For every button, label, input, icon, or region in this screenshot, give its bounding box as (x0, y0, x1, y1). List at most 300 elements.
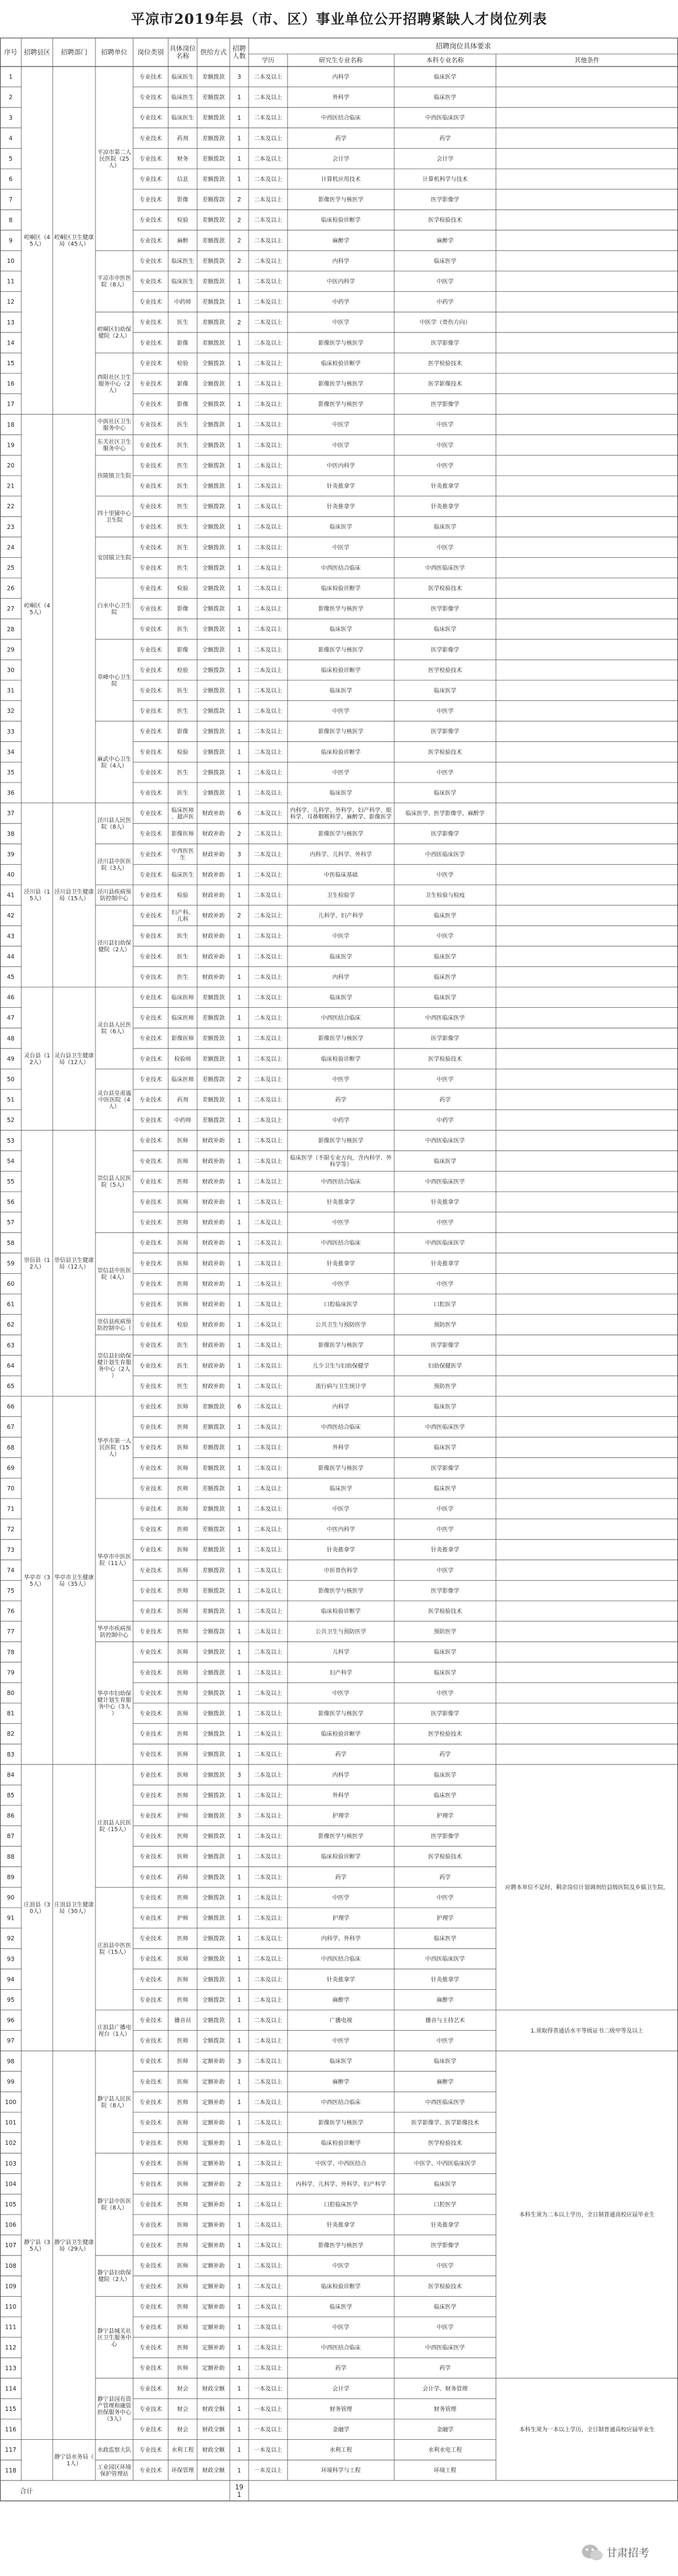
seq-cell: 6 (8, 176, 13, 183)
grad-major-cell: 妇产科学 (329, 1670, 353, 1677)
funding-cell: 差额拨款 (202, 1506, 225, 1513)
education-cell: 二本及以上 (254, 524, 282, 531)
ug-major-cell: 口腔医学 (433, 1301, 457, 1308)
post-cell: 医师 (176, 1854, 189, 1861)
count-cell: 1 (237, 2467, 242, 2474)
post-cell: 医生 (176, 462, 189, 469)
category-cell: 专业技术 (139, 381, 163, 388)
funding-cell: 定额补助 (202, 2140, 225, 2147)
post-cell: 药剂 (176, 1097, 189, 1104)
seq-cell: 54 (6, 1158, 15, 1165)
funding-cell: 定额补助 (202, 2304, 225, 2311)
education-cell: 二本及以上 (254, 1424, 282, 1431)
grad-major-cell: 中西医结合临床 (321, 115, 361, 122)
count-cell: 1 (237, 2140, 242, 2147)
seq-cell: 21 (6, 483, 15, 490)
ug-major-cell: 中医学 (436, 2263, 454, 2270)
post-cell: 医师 (176, 1977, 189, 1984)
seq-cell: 69 (6, 1465, 15, 1472)
post-cell: 检验 (176, 1322, 189, 1329)
ug-major-cell: 中医学 (436, 462, 454, 469)
count-cell: 1 (237, 687, 242, 695)
post-cell: 医师 (176, 2222, 189, 2229)
count-cell: 1 (237, 1874, 242, 1881)
seq-cell: 19 (6, 442, 15, 449)
post-cell: 检验 (176, 667, 189, 674)
ug-major-cell: 中医学 (436, 1076, 454, 1083)
count-cell: 1 (237, 503, 242, 511)
post-cell: 临床医师 (171, 1015, 195, 1022)
count-cell: 1 (237, 2426, 242, 2434)
category-cell: 专业技术 (139, 2467, 163, 2474)
category-cell: 专业技术 (139, 1568, 163, 1574)
funding-cell: 财政补助 (202, 892, 225, 899)
ug-major-cell: 临床医学 (433, 1772, 457, 1779)
post-cell: 医师 (176, 2263, 189, 2270)
education-cell: 二本及以上 (254, 1363, 282, 1370)
unit-cell: 草峰中心卫生院 (97, 674, 132, 688)
education-cell: 二本及以上 (254, 1445, 282, 1451)
funding-cell: 定额补助 (202, 2324, 225, 2331)
category-cell: 专业技术 (139, 2365, 163, 2372)
count-cell: 1 (237, 892, 242, 899)
ug-major-cell: 中西医临床医学 (425, 1138, 465, 1145)
category-cell: 专业技术 (139, 749, 163, 756)
count-cell: 1 (237, 2385, 242, 2393)
category-cell: 专业技术 (139, 1629, 163, 1636)
ug-major-cell: 临床医学 (433, 1649, 457, 1656)
funding-cell: 财政全额 (202, 2386, 225, 2393)
ug-major-cell: 中西医临床医学 (425, 2099, 465, 2106)
grad-major-cell: 中医学 (332, 422, 350, 429)
seq-cell: 80 (6, 1690, 15, 1697)
funding-cell: 全额拨款 (202, 1813, 225, 1820)
count-cell: 1 (237, 1649, 242, 1656)
ug-major-cell: 药学 (439, 136, 451, 142)
category-cell: 专业技术 (139, 1240, 163, 1247)
education-cell: 二本及以上 (254, 954, 282, 961)
funding-cell: 财政补助 (202, 1261, 225, 1268)
category-cell: 专业技术 (139, 831, 163, 838)
grad-major-cell: 中医内科学 (326, 1527, 355, 1534)
grad-major-cell: 中西医结合临床 (321, 1015, 361, 1022)
seq-cell: 113 (4, 2365, 17, 2372)
category-cell: 专业技术 (139, 2324, 163, 2331)
grad-major-cell: 临床检验诊断学 (321, 667, 361, 674)
education-cell: 二本及以上 (254, 2284, 282, 2290)
education-cell: 二本及以上 (254, 156, 282, 163)
count-cell: 3 (237, 2058, 242, 2065)
post-cell: 医师 (176, 1158, 189, 1165)
education-cell: 二本及以上 (254, 749, 282, 756)
education-cell: 一本及以上 (254, 2427, 282, 2434)
grad-major-cell: 儿少卫生与妇幼保健学 (312, 1363, 370, 1370)
unit-cell: 华亭市中医医院（11人） (97, 1554, 132, 1568)
total-count: 19 1 (235, 2483, 244, 2499)
category-cell: 专业技术 (139, 769, 163, 776)
education-cell: 二本及以上 (254, 422, 282, 429)
count-cell: 1 (237, 1444, 242, 1451)
grad-major-cell: 中医学 (332, 319, 350, 326)
education-cell: 二本及以上 (254, 2079, 282, 2086)
seq-cell: 64 (6, 1362, 15, 1370)
ug-major-cell: 预防医学 (433, 1322, 457, 1329)
ug-major-cell: 药学 (439, 2365, 451, 2372)
unit-cell: 白水中心卫生院 (97, 602, 132, 616)
seq-cell: 42 (6, 912, 15, 920)
ug-major-cell: 临床医学 (433, 2304, 457, 2311)
seq-cell: 39 (6, 851, 15, 858)
ug-major-cell: 临床医学 (433, 2058, 457, 2065)
education-cell: 二本及以上 (254, 402, 282, 409)
grad-major-cell: 中西医结合临床 (321, 1240, 361, 1247)
seq-cell: 35 (6, 769, 15, 777)
seq-cell: 26 (6, 585, 15, 592)
education-cell: 二本及以上 (254, 1076, 282, 1083)
funding-cell: 全额拨款 (202, 1629, 225, 1636)
watermark-label: 甘肃招考 (606, 2547, 649, 2560)
post-cell: 医师 (176, 1670, 189, 1677)
ug-major-cell: 麻醉学 (436, 2079, 454, 2086)
education-cell: 一本及以上 (254, 2386, 282, 2393)
count-cell: 1 (237, 1117, 242, 1125)
grad-major-cell: 中医学 (332, 933, 350, 940)
dept-cell: 崆峒区卫生健康局（45人） (54, 235, 94, 248)
recruitment-table (0, 38, 678, 2573)
region-cell: 静宁县（3 5人） (24, 2239, 50, 2253)
count-cell: 3 (237, 1772, 242, 1779)
seq-cell: 63 (6, 1342, 15, 1349)
post-cell: 医师 (176, 1629, 189, 1636)
education-cell: 二本及以上 (254, 892, 282, 899)
grad-major-cell: 水利工程 (329, 2447, 353, 2454)
funding-cell: 财政补助 (202, 1363, 225, 1370)
post-cell: 医生 (176, 319, 189, 326)
grad-major-cell: 药学 (335, 136, 347, 142)
grad-major-cell: 影像医学与核医学 (318, 606, 364, 613)
post-cell: 医师 (176, 2058, 189, 2065)
ug-major-cell: 口腔医学 (433, 2201, 457, 2208)
unit-cell: 灵台县皇甫谧中医医院（4 人） (97, 1090, 132, 1110)
seq-cell: 22 (6, 503, 15, 511)
education-cell: 二本及以上 (254, 1895, 282, 1901)
ug-major-cell: 医学影像学 (431, 606, 460, 613)
grad-major-cell: 临床医学 (329, 688, 353, 695)
seq-cell: 29 (6, 646, 15, 654)
post-cell: 护师 (176, 1915, 189, 1922)
post-cell: 检验 (176, 217, 189, 224)
post-cell: 医生 (176, 422, 189, 429)
education-cell: 二本及以上 (254, 1813, 282, 1820)
funding-cell: 差额拨款 (202, 74, 225, 81)
seq-cell: 118 (4, 2467, 17, 2474)
education-cell: 二本及以上 (254, 2201, 282, 2208)
ug-major-cell: 医学检验技术 (428, 1608, 463, 1615)
post-cell: 医师 (176, 1506, 189, 1513)
count-cell: 6 (237, 1403, 242, 1411)
ug-major-cell: 针灸推拿学 (431, 483, 460, 490)
post-cell: 医师 (176, 2201, 189, 2208)
grad-major-cell: 中医学 (332, 1506, 350, 1513)
ug-major-cell: 临床医学 (433, 1158, 457, 1165)
ug-major-cell: 医学影像学 (431, 1465, 460, 1472)
grad-major-cell: 计算机应用技术 (321, 176, 361, 183)
category-cell: 专业技术 (139, 1649, 163, 1656)
dept-cell: 静宁县水务局（ 1人） (54, 2454, 94, 2467)
funding-cell: 差额拨款 (202, 156, 225, 163)
unit-cell: 东关社区卫生服务中心 (97, 439, 132, 452)
funding-cell: 差额拨款 (202, 1097, 225, 1104)
category-cell: 专业技术 (139, 1936, 163, 1943)
grad-major-cell: 中西医结合临床 (321, 1424, 361, 1431)
count-cell: 1 (237, 2304, 242, 2311)
unit-cell: 庄浪县中医医院（15人） (97, 1943, 132, 1956)
category-cell: 专业技术 (139, 258, 163, 265)
ug-major-cell: 中医学 (436, 2038, 454, 2045)
unit-cell: 扶陵镇卫生院 (97, 473, 132, 480)
funding-cell: 全额拨款 (202, 647, 225, 654)
funding-cell: 全额拨款 (202, 1997, 225, 2004)
funding-cell: 差额拨款 (202, 197, 225, 204)
category-cell: 专业技术 (139, 1506, 163, 1513)
funding-cell: 全额拨款 (202, 402, 225, 409)
ug-major-cell: 会计学、财务管理 (422, 2386, 468, 2393)
unit-cell: 华亭市第一人民医院（15 人） (97, 1438, 132, 1458)
count-cell: 1 (237, 2119, 242, 2127)
seq-cell: 17 (6, 401, 15, 409)
seq-cell: 1 (8, 73, 13, 81)
seq-cell: 12 (6, 299, 15, 306)
post-cell: 环保管理 (171, 2467, 195, 2474)
funding-cell: 财政全额 (202, 2467, 225, 2474)
post-cell: 医师 (176, 2181, 189, 2188)
seq-cell: 16 (6, 380, 15, 388)
count-cell: 1 (237, 1690, 242, 1697)
ug-major-cell: 医学影像学 (431, 831, 460, 838)
count-cell: 1 (237, 1731, 242, 1738)
category-cell: 专业技术 (139, 1199, 163, 1206)
seq-cell: 52 (6, 1117, 15, 1125)
page-title: 平凉市2019年县（市、区）事业单位公开招聘紧缺人才岗位列表 (131, 11, 547, 28)
ug-major-cell: 预防医学 (433, 1629, 457, 1636)
ug-major-cell: 临床医学 (433, 74, 457, 81)
dept-cell: 庄浪县卫生健康局（30人） (54, 1901, 94, 1915)
category-cell: 专业技术 (139, 1854, 163, 1861)
unit-cell: 华亭市妇幼保健计划生育服务中心（3人） (97, 1691, 132, 1717)
education-cell: 二本及以上 (254, 1874, 282, 1881)
ug-major-cell: 临床医学、医学影像学、麻醉学 (405, 811, 485, 818)
category-cell: 专业技术 (139, 1281, 163, 1288)
region-cell: 华亭市（3 5人） (24, 1574, 50, 1588)
ug-major-cell: 中西医临床医学 (425, 2345, 465, 2352)
other-conditions-cell: 本科生须为二本以上学历，全日制普通高校应届毕业生 (519, 2212, 655, 2219)
seq-cell: 84 (6, 1772, 15, 1779)
count-cell: 1 (237, 1322, 242, 1329)
post-cell: 临床医师 (171, 995, 195, 1002)
category-cell: 专业技术 (139, 1342, 163, 1349)
education-cell: 一本及以上 (254, 2406, 282, 2413)
funding-cell: 全额拨款 (202, 606, 225, 613)
ug-major-cell: 药学 (439, 1751, 451, 1758)
ug-major-cell: 中西医临床医学 (425, 1240, 465, 1247)
education-cell: 二本及以上 (254, 1220, 282, 1227)
unit-cell: 灵台县人民医院（6人） (97, 1022, 132, 1035)
funding-cell: 全额拨款 (202, 381, 225, 388)
education-cell: 二本及以上 (254, 2038, 282, 2045)
ug-major-cell: 医学影像学 (431, 197, 460, 204)
grad-major-cell: 临床检验诊断学 (321, 749, 361, 756)
education-cell: 二本及以上 (254, 769, 282, 776)
count-cell: 6 (237, 810, 242, 818)
unit-cell: 崇信县中医医院（4人） (97, 1268, 132, 1281)
category-cell: 专业技术 (139, 933, 163, 940)
funding-cell: 全额拨款 (202, 565, 225, 572)
other-conditions-cell: 本科生须为一本以上学历，全日制普通高校应届毕业生 (519, 2427, 655, 2434)
count-cell: 1 (237, 1056, 242, 1063)
ug-major-cell: 临床医学 (433, 974, 457, 981)
funding-cell: 财政补助 (202, 1322, 225, 1329)
education-cell: 二本及以上 (254, 1097, 282, 1104)
funding-cell: 差额拨款 (202, 176, 225, 183)
ug-major-cell: 播音与主持艺术 (425, 2018, 465, 2024)
grad-major-cell: 麻醉学 (332, 2079, 350, 2086)
seq-cell: 62 (6, 1322, 15, 1329)
count-cell: 1 (237, 1833, 242, 1841)
category-cell: 专业技术 (139, 1527, 163, 1534)
post-cell: 临床医师 (171, 1076, 195, 1083)
seq-cell: 37 (6, 810, 15, 818)
ug-major-cell: 中西医临床医学 (425, 1956, 465, 1963)
seq-cell: 117 (4, 2447, 17, 2454)
count-cell: 1 (237, 1260, 242, 1268)
education-cell: 二本及以上 (254, 565, 282, 572)
grad-major-cell: 中医学 (332, 1690, 350, 1697)
post-cell: 信息 (176, 176, 189, 183)
education-cell: 二本及以上 (254, 1711, 282, 1718)
grad-major-cell: 临床医学 (329, 954, 353, 961)
post-cell: 医生 (176, 1383, 189, 1390)
funding-cell: 定额补助 (202, 2120, 225, 2127)
education-cell: 二本及以上 (254, 647, 282, 654)
funding-cell: 差额拨款 (202, 1015, 225, 1022)
count-cell: 1 (237, 462, 242, 470)
category-cell: 专业技术 (139, 340, 163, 347)
seq-cell: 11 (6, 278, 15, 286)
count-cell: 1 (237, 1178, 242, 1186)
count-cell: 1 (237, 544, 242, 552)
category-cell: 专业技术 (139, 1608, 163, 1615)
count-cell: 1 (237, 114, 242, 122)
dept-cell: 静宁县卫生健康局（29人） (54, 2239, 94, 2253)
category-cell: 专业技术 (139, 2447, 163, 2454)
post-cell: 医师 (176, 1261, 189, 1268)
ug-major-cell: 医学影像学 (431, 1834, 460, 1841)
funding-cell: 财政补助 (202, 1138, 225, 1145)
education-cell: 二本及以上 (254, 811, 282, 818)
post-cell: 医师 (176, 1465, 189, 1472)
education-cell: 二本及以上 (254, 1261, 282, 1268)
seq-cell: 30 (6, 667, 15, 675)
category-cell: 专业技术 (139, 913, 163, 920)
funding-cell: 全额拨款 (202, 667, 225, 674)
count-cell: 2 (237, 319, 242, 326)
education-cell: 二本及以上 (254, 299, 282, 306)
education-cell: 二本及以上 (254, 688, 282, 695)
ug-major-cell: 中医学 (436, 279, 454, 286)
category-cell: 专业技术 (139, 1485, 163, 1492)
category-cell: 专业技术 (139, 2345, 163, 2352)
post-cell: 影像 (176, 197, 189, 204)
seq-cell: 40 (6, 872, 15, 879)
education-cell: 二本及以上 (254, 442, 282, 449)
funding-cell: 定额补助 (202, 2161, 225, 2167)
grad-major-cell: 临床医学（不限专业方向，含内科学、外科学等） (289, 1155, 392, 1168)
funding-cell: 定额补助 (202, 2079, 225, 2086)
funding-cell: 财政补助 (202, 974, 225, 981)
post-cell: 临床医生 (171, 95, 195, 102)
education-cell: 二本及以上 (254, 2324, 282, 2331)
funding-cell: 财政补助 (202, 852, 225, 858)
education-cell: 二本及以上 (254, 1751, 282, 1758)
count-cell: 1 (237, 2283, 242, 2290)
education-cell: 二本及以上 (254, 1383, 282, 1390)
funding-cell: 全额拨款 (202, 2018, 225, 2024)
ug-major-cell: 中医学 (436, 1527, 454, 1534)
funding-cell: 全额拨款 (202, 1731, 225, 1738)
education-cell: 二本及以上 (254, 1281, 282, 1288)
ug-major-cell: 中医学 (436, 1568, 454, 1574)
category-cell: 专业技术 (139, 442, 163, 449)
post-cell: 医师 (176, 2345, 189, 2352)
seq-cell: 5 (8, 156, 13, 163)
seq-cell: 2 (8, 94, 13, 102)
count-cell: 1 (237, 1485, 242, 1493)
funding-cell: 财政补助 (202, 1342, 225, 1349)
grad-major-cell: 内科学、儿科学、外科学、妇产科学 (295, 2181, 387, 2188)
ug-major-cell: 中医学（骨伤方向） (419, 319, 471, 326)
grad-major-cell: 广播电视 (329, 2018, 353, 2024)
funding-cell: 差额拨款 (202, 115, 225, 122)
grad-major-cell: 内科学 (332, 1772, 350, 1779)
ug-major-cell: 药学 (439, 1874, 451, 1881)
ug-major-cell: 医学影像学 (431, 647, 460, 654)
ug-major-cell: 医学检验技术 (428, 749, 463, 756)
post-cell: 医生 (176, 974, 189, 981)
count-cell: 1 (237, 1096, 242, 1104)
grad-major-cell: 针灸推拿学 (326, 2222, 355, 2229)
grad-major-cell: 环境科学与工程 (321, 2467, 361, 2474)
count-cell: 1 (237, 646, 242, 654)
grad-major-cell: 影像医学与核医学 (318, 402, 364, 409)
education-cell: 二本及以上 (254, 1506, 282, 1513)
count-cell: 1 (237, 2099, 242, 2107)
wechat-icon (582, 2545, 603, 2560)
unit-cell: 中街社区卫生服务中心 (97, 419, 132, 432)
grad-major-cell: 针灸推拿学 (326, 1261, 355, 1268)
category-cell: 专业技术 (139, 852, 163, 858)
category-cell: 专业技术 (139, 2140, 163, 2147)
category-cell: 专业技术 (139, 299, 163, 306)
ug-major-cell: 麻醉学 (436, 1997, 454, 2004)
post-cell: 医师 (176, 1792, 189, 1799)
funding-cell: 财政全额 (202, 2406, 225, 2413)
category-cell: 专业技术 (139, 238, 163, 245)
seq-cell: 75 (6, 1588, 15, 1595)
post-cell: 医师 (176, 2161, 189, 2167)
grad-major-cell: 中西医结合临床 (321, 2345, 361, 2352)
post-cell: 医师 (176, 1731, 189, 1738)
seq-cell: 32 (6, 708, 15, 715)
